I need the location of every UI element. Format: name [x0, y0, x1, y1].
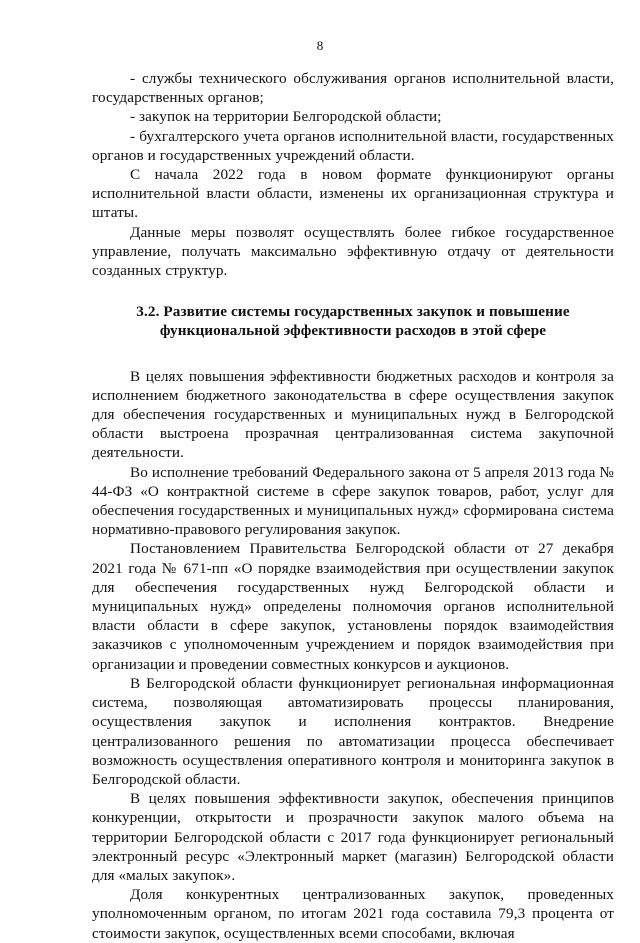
paragraph: С начала 2022 года в новом формате функционируют органы исполнительной власти области, изменены их организационная структура и штаты.	[92, 166, 614, 222]
paragraph: - закупок на территории Белгородской области;	[130, 108, 442, 126]
paragraph: - службы технического обслуживания органов исполнительной власти, государственных органов;	[92, 70, 614, 107]
paragraph: В целях повышения эффективности бюджетных расходов и контроля за исполнением бюджетного законодательства в сфере осуществления закупок для обеспечения государственных и муниципальных нужд в Белгородской области выстроена прозрачная централизованная система закупочной деятельности.	[92, 367, 614, 462]
section-heading: 3.2. Развитие системы государственных закупок и повышение функциональной эффективности расходов в этой сфере	[136, 303, 570, 340]
document-body	[92, 69, 614, 943]
paragraph: В целях повышения эффективности закупок, обеспечения принципов конкуренции, открытости и прозрачности закупок малого объема на территории Белгородской области с 2017 года функционирует региональный электронный ресурс «Электронный маркет (магазин) Белгородской области для «малых закупок».	[92, 790, 614, 884]
paragraph: Постановлением Правительства Белгородской области от 27 декабря 2021 года № 671-пп «О порядке взаимодействия при осуществлении закупок для обеспечения государственных нужд Белгородской области и муниципальных нужд» определены полномочия органов исполнительной власти области в сфере закупок, установлены порядок взаимодействия заказчиков с уполномоченным учреждением и порядок взаимодействия при организации и проведении совместных конкурсов и аукционов.	[92, 540, 614, 673]
paragraph: Во исполнение требований Федерального закона от 5 апреля 2013 года № 44-ФЗ «О контрактной системе в сфере закупок товаров, работ, услуг для обеспечения государственных и муниципальных нужд» сформирована система нормативно-правового регулирования закупок.	[92, 463, 614, 539]
paragraph: - бухгалтерского учета органов исполнительной власти, государственных органов и государственных учреждений области.	[92, 127, 614, 164]
paragraph: Доля конкурентных централизованных закупок, проведенных уполномоченным органом, по итогам 2021 года составила 79,3 процента от стоимости закупок, осуществленных всеми способами, включая	[92, 886, 614, 942]
paragraph: В Белгородской области функционирует региональная информационная система, позволяющая автоматизировать процессы планирования, осуществления закупок и исполнения контрактов. Внедрение централизованного решения по автоматизации процесса обеспечивает возможность осуществления оперативного контроля и мониторинга закупок в Белгородской области.	[92, 674, 614, 788]
page-number: 8	[316, 38, 324, 53]
paragraph: Данные меры позволят осуществлять более гибкое государственное управление, получать максимально эффективную отдачу от деятельности созданных структур.	[92, 223, 614, 280]
